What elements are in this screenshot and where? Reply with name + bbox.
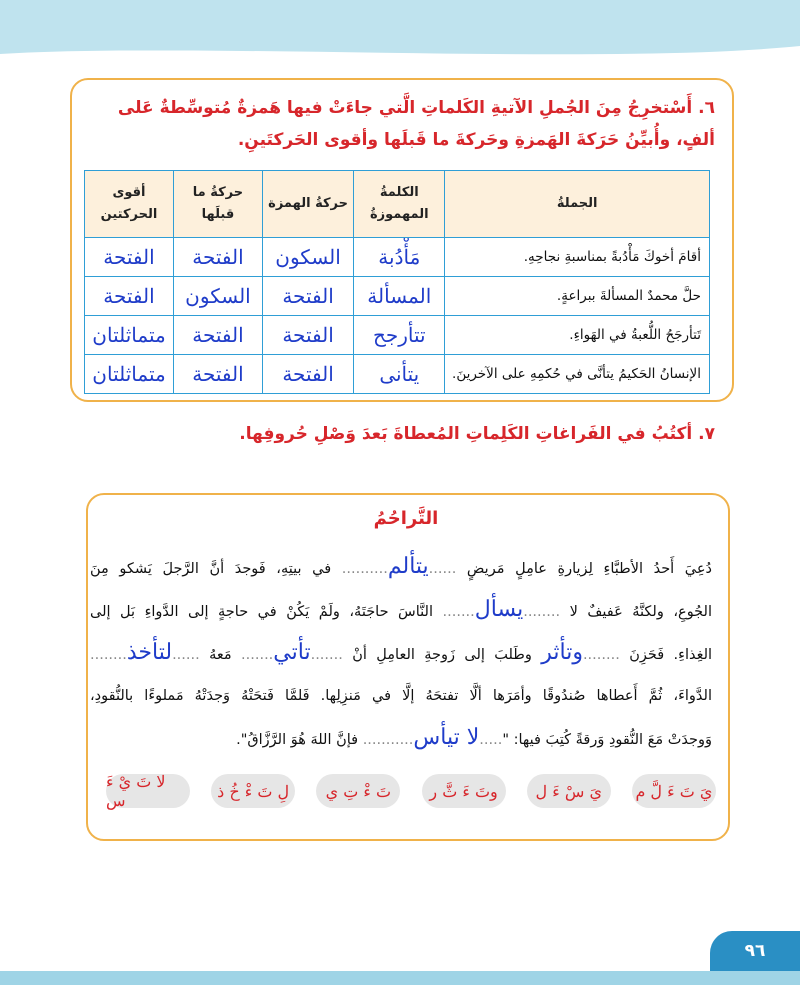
row-hamza-answer[interactable]: الفتحة xyxy=(262,316,353,355)
row-before-answer[interactable]: الفتحة xyxy=(173,316,262,355)
table-row xyxy=(85,277,710,316)
story-title: التَّراحُمُ xyxy=(373,508,439,529)
row-hamza-answer[interactable]: السكون xyxy=(262,238,353,277)
question7-instruction: ٧. أكتُبُ في الفَراغاتِ الكَلِماتِ المُعطاةَ بَعدَ وَصْلِ حُروفِها. xyxy=(239,424,715,444)
blank-dots: ...... xyxy=(172,647,200,663)
word-bank-item[interactable]: لِ تَ ءْ خُ ذ xyxy=(211,774,295,808)
story-line-2 xyxy=(90,590,712,630)
header-hamza-word: الكلمةُ المهموزةُ xyxy=(354,171,445,238)
row-word-answer[interactable]: المسألة xyxy=(354,277,445,316)
blank-dots: ....... xyxy=(310,647,343,663)
row-strongest-answer[interactable]: متماثلتان xyxy=(85,316,174,355)
row-sentence: تَتأرجَحُ اللُّعبةُ في الهَواءِ. xyxy=(445,316,710,355)
word-bank-item[interactable]: يَ سْ ءَ ل xyxy=(527,774,611,808)
blank-dots: .......... xyxy=(341,561,388,577)
row-before-answer[interactable]: السكون xyxy=(173,277,262,316)
word-bank xyxy=(106,774,716,808)
row-sentence: حلَّ محمدٌ المسألةَ ببراعةٍ. xyxy=(445,277,710,316)
blank-dots: ...... xyxy=(428,561,457,577)
blank-dots: ........ xyxy=(90,647,127,663)
blank-dots: ....... xyxy=(442,604,475,620)
blank-dots: ....... xyxy=(241,647,274,663)
top-wave-decoration xyxy=(0,40,800,62)
story-text: النَّاسَ حاجَتَهُ، ولَمْ يَكُنْ في حاجةٍ إلى الدَّواءِ بَل إلى xyxy=(90,604,433,620)
header-sentence: الجملةُ xyxy=(445,171,710,238)
row-hamza-answer[interactable]: الفتحة xyxy=(262,277,353,316)
blank-answer[interactable]: وتأثر xyxy=(541,640,583,665)
page-number: ٩٦ xyxy=(710,931,800,971)
word-bank-item[interactable]: يَ تَ ءَ لَّ م xyxy=(632,774,716,808)
story-line-3 xyxy=(90,633,712,673)
table-row xyxy=(85,355,710,394)
row-before-answer[interactable]: الفتحة xyxy=(173,355,262,394)
story-text: الغِذاءِ. فَحَزِنَ xyxy=(629,647,713,663)
row-word-answer[interactable]: يتأنى xyxy=(354,355,445,394)
header-hamza-vowel: حركةُ الهمزة xyxy=(262,171,353,238)
row-sentence: الإنسانُ الحَكيمُ يتأنَّى في حُكمِهِ على الآخرينَ. xyxy=(445,355,710,394)
word-bank-item[interactable]: وتَ ءَ ثَّ ر xyxy=(422,774,506,808)
story-text: وَوجدَتْ مَعَ النُّقودِ وَرقةً كُتِبَ فيها: " xyxy=(502,732,712,748)
row-strongest-answer[interactable]: الفتحة xyxy=(85,238,174,277)
row-hamza-answer[interactable]: الفتحة xyxy=(262,355,353,394)
word-bank-item[interactable]: تَ ءْ تِ ي xyxy=(316,774,400,808)
row-strongest-answer[interactable]: متماثلتان xyxy=(85,355,174,394)
row-word-answer[interactable]: تتأرجح xyxy=(354,316,445,355)
blank-dots: ........... xyxy=(362,732,414,748)
story-line-5 xyxy=(90,718,712,758)
question6-instruction: ٦. أَسْتخرِجُ مِنَ الجُملِ الآتيةِ الكَلماتِ الَّتي جاءَتْ فيها هَمزةٌ مُتوسِّطةٌ عَلى ألفٍ، وأُبيِّنُ حَرَكةَ الهَمزةِ وحَركةَ ما قَبلَها وأقوى الحَركتَينِ. xyxy=(117,98,715,150)
blank-dots: ........ xyxy=(582,647,620,663)
blank-answer[interactable]: لتأخذ xyxy=(126,640,173,665)
story-text: فإنَّ اللهَ هُوَ الرَّزَّاقُ". xyxy=(236,732,359,748)
row-word-answer[interactable]: مَأْدُبة xyxy=(354,238,445,277)
table-row xyxy=(85,238,710,277)
blank-answer[interactable]: يتألم xyxy=(387,554,429,579)
word-bank-item[interactable]: لا تَ يْ ءَ س xyxy=(106,774,190,808)
story-line-1 xyxy=(90,547,712,587)
row-strongest-answer[interactable]: الفتحة xyxy=(85,277,174,316)
story-text: مَعهُ xyxy=(209,647,232,663)
blank-answer[interactable]: لا تيأس xyxy=(413,725,480,750)
hamza-table xyxy=(84,170,710,394)
blank-dots: ........ xyxy=(523,604,561,620)
header-before-vowel: حركةُ ما قبلَها xyxy=(173,171,262,238)
row-sentence: أقامَ أخوكَ مَأْدُبةً بمناسبةِ نجاحِهِ. xyxy=(445,238,710,277)
table-row xyxy=(85,316,710,355)
story-text: وطَلبَ إلى زَوجةِ العامِلِ أنْ xyxy=(352,647,532,663)
bottom-decorative-band xyxy=(0,971,800,985)
row-before-answer[interactable]: الفتحة xyxy=(173,238,262,277)
story-line-4: الدَّواءَ، ثُمَّ أَعطاها صُندُوقًا وأمَرَها ألَّا تفتحَهُ إلَّا في مَنزِلِها. فَلمَّا فَتحَتْهُ وَجدَتْهُ مَملوءًا بالنُّقودِ، xyxy=(90,688,712,704)
blank-answer[interactable]: تأتي xyxy=(273,640,311,665)
top-decorative-band xyxy=(0,0,800,40)
story-text: في بيتِهِ، فَوجدَ أنَّ الرَّجلَ يَشكو مِنَ xyxy=(90,561,332,577)
blank-dots: ..... xyxy=(479,732,503,748)
table-header-row xyxy=(85,171,710,238)
blank-answer[interactable]: يسأل xyxy=(474,597,524,622)
story-text: دُعِيَ أَحدُ الأطبَّاءِ لِزيارةِ عامِلٍ مَريضٍ xyxy=(466,561,712,577)
story-text: الجُوعِ، ولكنَّهُ عَفيفٌ لا xyxy=(569,604,712,620)
header-strongest: أقوى الحركتين xyxy=(85,171,174,238)
